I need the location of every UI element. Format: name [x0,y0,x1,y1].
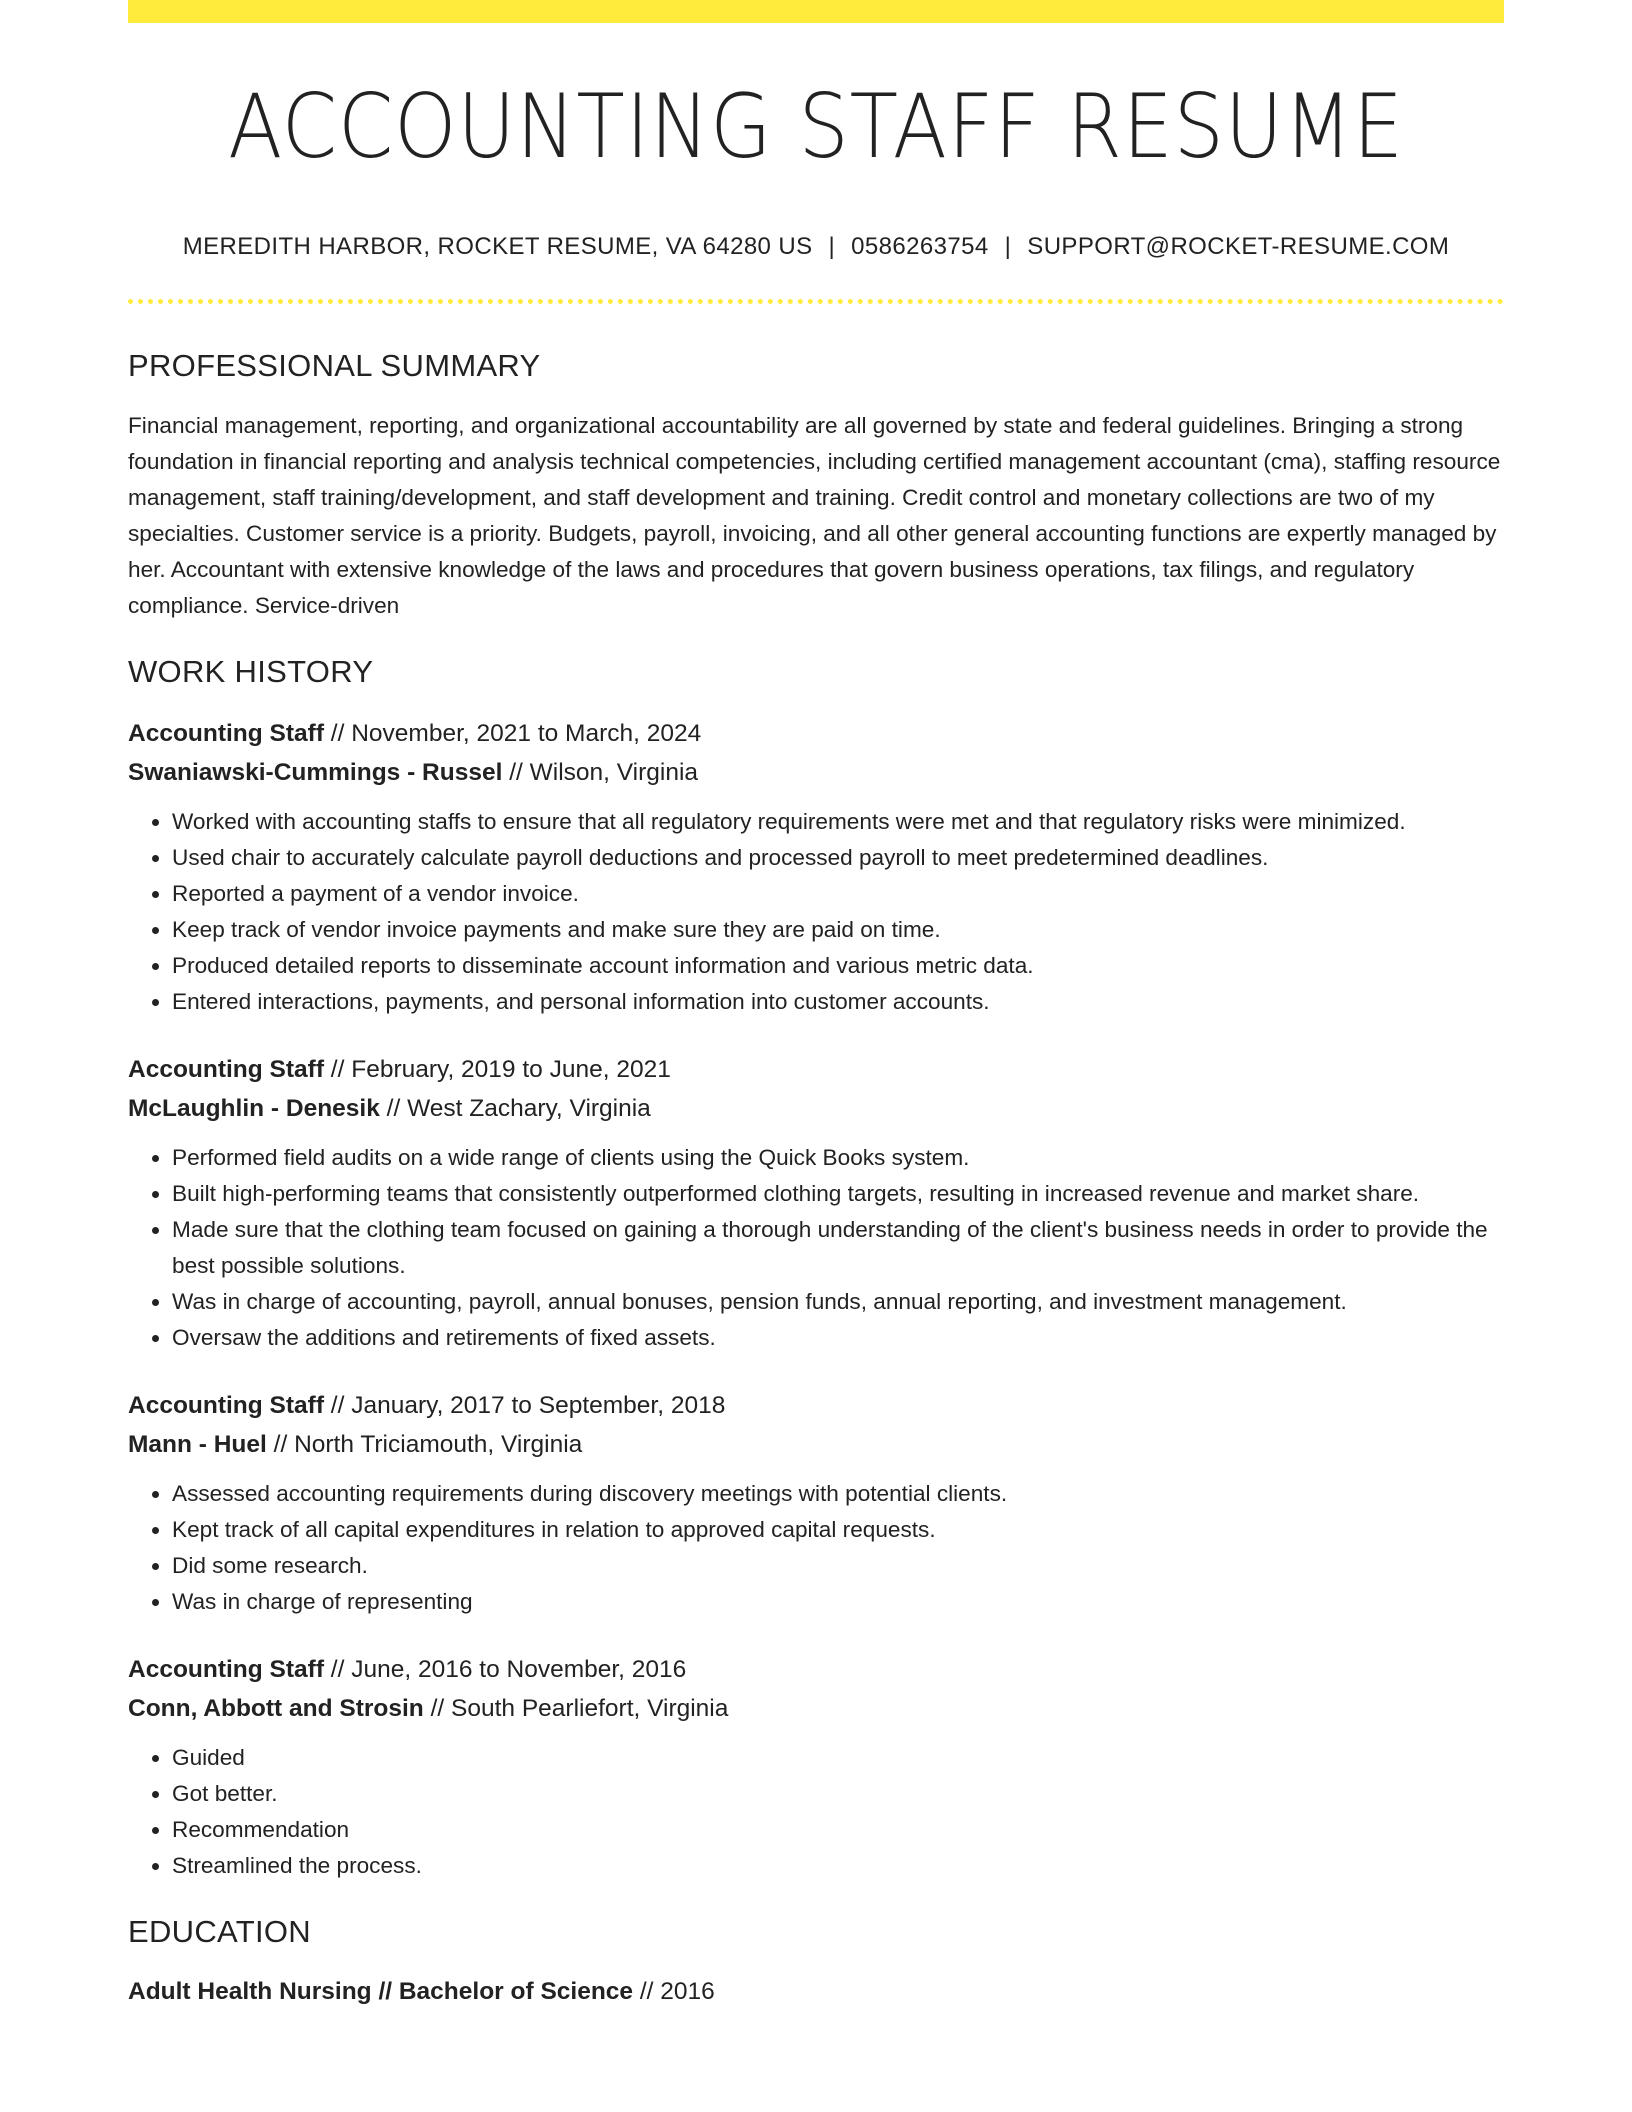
summary-text: Financial management, reporting, and organizational accountability are all governed by state and federal guidelines. Bringing a strong foundation in financial reporting and analysis technical competencies, including certified management accountant (cma), staffing resource management, staff training/development, and staff development and training. Credit control and monetary collections are two of my specialties. Customer service is a priority. Budgets, payroll, invoicing, and all other general accounting functions are expertly managed by her. Accountant with extensive knowledge of the laws and procedures that govern business operations, tax filings, and regulatory compliance. Service-driven [128,413,1501,618]
job-bullet-item: • Recommendation [172,1812,1504,1848]
education-entry [128,1972,1504,2011]
job-title: Accounting Staff [128,1656,324,1683]
job-bullet-item: • Streamlined the process. [172,1848,1504,1884]
job-bullet-item: • Keep track of vendor invoice payments and make sure they are paid on time. [172,912,1504,948]
job-dates: // February, 2019 to June, 2021 [324,1056,671,1083]
job-bullet-item: • Oversaw the additions and retirements of fixed assets. [172,1320,1504,1356]
job-entry [128,1650,1504,1884]
job-title: Accounting Staff [128,1056,324,1083]
job-bullet-item: • Reported a payment of a vendor invoice. [172,876,1504,912]
job-company-line [128,1689,1504,1728]
job-dates: // November, 2021 to March, 2024 [324,720,702,747]
job-bullet-item: • Guided [172,1740,1504,1776]
job-bullet-item: • Did some research. [172,1548,1504,1584]
job-dates: // June, 2016 to November, 2016 [324,1656,687,1683]
job-location: // South Pearliefort, Virginia [423,1695,729,1722]
job-bullet-list [128,1740,1504,1884]
job-company: Conn, Abbott and Strosin [128,1695,424,1722]
job-bullet-item: • Worked with accounting staffs to ensure that all regulatory requirements were met and that regulatory risks were minimized. [172,804,1504,840]
job-title: Accounting Staff [128,720,324,747]
job-title-line [128,714,1504,753]
job-title-line [128,1386,1504,1425]
job-bullet-item: • Used chair to accurately calculate payroll deductions and processed payroll to meet predetermined deadlines. [172,840,1504,876]
accent-top-bar [128,0,1504,23]
contact-separator: | [1004,233,1012,260]
job-bullet-list [128,1476,1504,1620]
resume-page [128,0,1504,2011]
education-degree: Adult Health Nursing // Bachelor of Science [128,1978,634,2005]
job-company-line [128,1425,1504,1464]
job-bullet-item: • Was in charge of accounting, payroll, annual bonuses, pension funds, annual reporting, and investment management. [172,1284,1504,1320]
job-bullet-item: • Built high-performing teams that consistently outperformed clothing targets, resulting in increased revenue and market share. [172,1176,1504,1212]
job-entry [128,1050,1504,1356]
job-bullet-item: • Kept track of all capital expenditures in relation to approved capital requests. [172,1512,1504,1548]
job-company: Mann - Huel [128,1431,267,1458]
contact-separator: | [828,233,836,260]
job-bullet-list [128,1140,1504,1356]
contact-email: SUPPORT@ROCKET-RESUME.COM [1027,233,1450,260]
job-company-line [128,753,1504,792]
dotted-divider [128,299,1504,304]
job-title: Accounting Staff [128,1392,324,1419]
resume-title: ACCOUNTING STAFF RESUME [228,75,1404,178]
work-history-list [128,714,1504,1884]
job-company-line [128,1089,1504,1128]
job-title-line [128,1050,1504,1089]
job-location: // North Triciamouth, Virginia [266,1431,583,1458]
summary-heading: PROFESSIONAL SUMMARY [128,348,541,383]
job-company: Swaniawski-Cummings - Russel [128,759,503,786]
education-heading: EDUCATION [128,1914,311,1949]
job-entry [128,714,1504,1020]
contact-address: MEREDITH HARBOR, ROCKET RESUME, VA 64280 US [182,233,813,260]
job-company: McLaughlin - Denesik [128,1095,380,1122]
job-bullet-item: • Got better. [172,1776,1504,1812]
job-bullet-list [128,804,1504,1020]
education-year: // 2016 [633,1978,715,2005]
job-title-line [128,1650,1504,1689]
job-bullet-item: • Performed field audits on a wide range of clients using the Quick Books system. [172,1140,1504,1176]
job-bullet-item: • Produced detailed reports to disseminate account information and various metric data. [172,948,1504,984]
job-entry [128,1386,1504,1620]
contact-line [128,233,1504,261]
job-location: // Wilson, Virginia [502,759,699,786]
work-history-heading: WORK HISTORY [128,654,374,689]
job-bullet-item: • Made sure that the clothing team focused on gaining a thorough understanding of the client's business needs in order to provide the best possible solutions. [172,1212,1504,1284]
job-bullet-item: • Assessed accounting requirements during discovery meetings with potential clients. [172,1476,1504,1512]
contact-phone: 0586263754 [851,233,989,260]
job-location: // West Zachary, Virginia [379,1095,651,1122]
job-bullet-item: • Was in charge of representing [172,1584,1504,1620]
job-bullet-item: • Entered interactions, payments, and personal information into customer accounts. [172,984,1504,1020]
job-dates: // January, 2017 to September, 2018 [324,1392,726,1419]
